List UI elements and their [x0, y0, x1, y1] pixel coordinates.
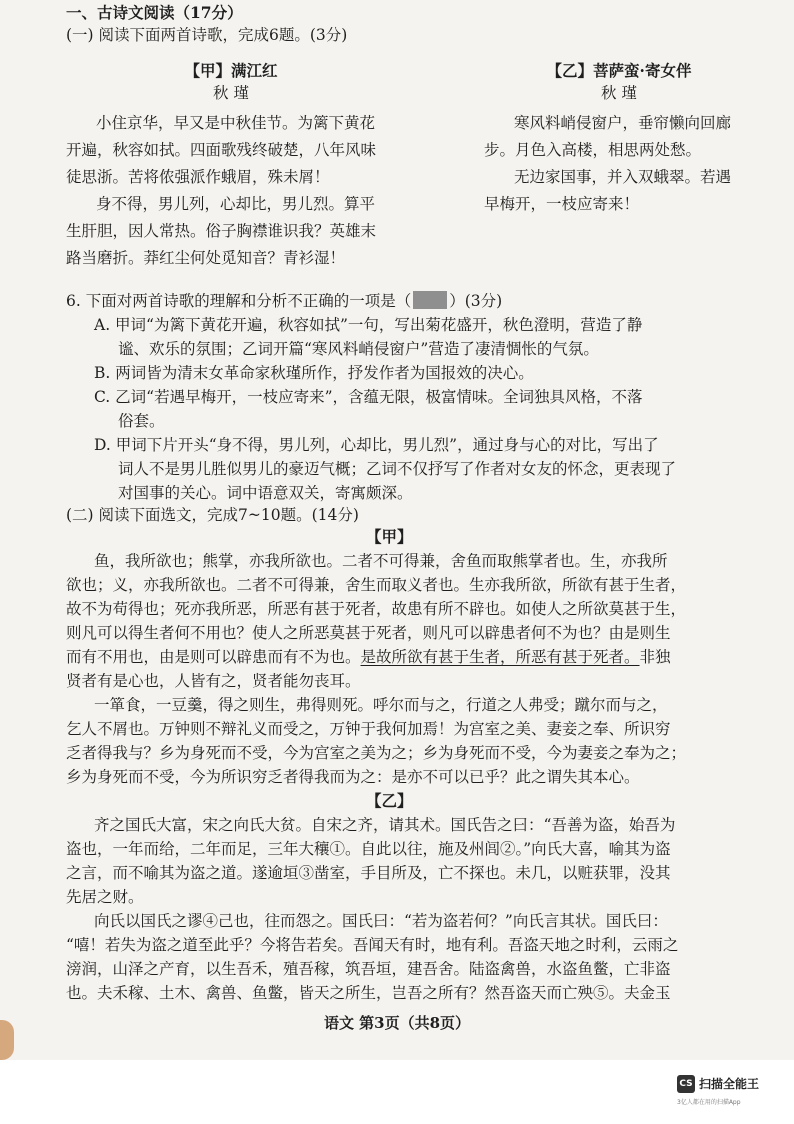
poem-yi-line: 寒风料峭侵窗户，垂帘懒向回廊	[514, 114, 732, 132]
passage-jia-line: 一箪食，一豆羹，得之则生，弗得则死。呼尔而与之，行道之人弗受；蹴尔而与之，	[94, 696, 668, 714]
poem-yi	[484, 60, 784, 215]
poem-yi-line: 早梅开，一枝应寄来！	[484, 195, 640, 213]
underlined-sentence: 是故所欲有甚于生者，所恶有甚于死者。	[360, 648, 640, 666]
option-b: B. 两词皆为清末女革命家秋瑾所作，抒发作者为国报效的决心。	[94, 364, 534, 382]
part1-heading: (一) 阅读下面两首诗歌，完成6题。(3分)	[66, 26, 348, 44]
passage-yi-line: 之言，而不喻其为盗之道。遂逾垣③凿室，手目所及，亡不探也。未几，以赃获罪，没其	[66, 864, 671, 882]
passage-jia-line: 乏者得我与？乡为身死而不受，今为宫室之美为之；乡为身死而不受，今为妻妾之奉为之；	[66, 744, 687, 762]
passage-yi-line: 盗也，一年而给，二年而足，三年大穰①。自此以往，施及州闾②。”向氏大喜，喻其为盗	[66, 840, 671, 858]
question-6-stem	[66, 290, 502, 312]
passage-jia-line: 欲也；义，亦我所欲也。二者不可得兼，舍生而取义者也。生亦我所欲，所欲有甚于生者，	[66, 576, 687, 594]
poem-jia-line: 生肝胆，因人常热。俗子胸襟谁识我？英雄末	[66, 222, 377, 240]
poem-jia-author: 秋 瑾	[213, 84, 249, 102]
passage-jia-line-underlined	[66, 646, 671, 668]
poem-yi-title: 【乙】菩萨蛮·寄女伴	[546, 61, 692, 80]
poem-jia-line: 开遍，秋容如拭。四面歌残终破楚，八年风味	[66, 141, 377, 159]
passage-jia-line: 贤者有是心也，人皆有之，贤者能勿丧耳。	[66, 672, 361, 690]
part2-heading: (二) 阅读下面选文，完成7~10题。(14分)	[66, 506, 359, 524]
camscanner-icon: CS	[677, 1075, 695, 1093]
passage-jia-line: 则凡可以得生者何不用也？使人之所恶莫甚于死者，则凡可以辟患者何不为也？由是则生	[66, 624, 671, 642]
passage-jia-label: 【甲】	[366, 527, 413, 546]
answer-blank	[413, 291, 447, 309]
option-c-cont: 俗套。	[118, 412, 165, 430]
poem-yi-line: 无边家国事，并入双蛾翠。若遇	[514, 168, 732, 186]
passage-yi-line: 滂润，山泽之产育，以生吾禾，殖吾稼，筑吾垣，建吾舍。陆盗禽兽，水盗鱼鳖，亡非盗	[66, 960, 671, 978]
passage-yi-line: 向氏以国氏之谬④己也，往而怨之。国氏曰：“若为盗若何？”向氏言其状。国氏曰：	[94, 912, 668, 930]
passage-jia-text: 非独	[639, 648, 671, 666]
option-a-cont: 谧、欢乐的氛围；乙词开篇“寒风料峭侵窗户”营造了凄清惆怅的气氛。	[118, 340, 599, 358]
option-d-cont: 词人不是男儿胜似男儿的豪迈气概；乙词不仅抒写了作者对女友的怀念，更表现了	[118, 460, 677, 478]
page-footer: 语文 第3页（共8页）	[323, 1014, 471, 1032]
passage-jia-line: 乡为身死而不受，今为所识穷乏者得我而为之：是亦不可以已乎？此之谓失其本心。	[66, 768, 640, 786]
watermark-name: 扫描全能王	[699, 1077, 760, 1091]
passage-yi-line: 也。夫禾稼、土木、禽兽、鱼鳖，皆天之所生，岂吾之所有？然吾盗天而亡殃⑤。夫金玉	[66, 984, 671, 1002]
question-6-stem-text: 6. 下面对两首诗歌的理解和分析不正确的一项是（	[66, 292, 412, 310]
passage-jia-text: 而有不用也，由是则可以辟患而有不为也。	[66, 648, 361, 666]
poem-jia	[66, 60, 396, 269]
poem-yi-author: 秋 瑾	[601, 84, 637, 102]
passage-jia-line: 鱼，我所欲也；熊掌，亦我所欲也。二者不可得兼，舍鱼而取熊掌者也。生，亦我所	[94, 552, 668, 570]
option-d: D. 甲词下片开头“身不得，男儿列，心却比，男儿烈”，通过身与心的对比，写出了	[94, 436, 659, 454]
watermark-tagline: 3亿人都在用的扫描App	[677, 1099, 741, 1106]
passage-jia-line: 故不为苟得也；死亦我所恶，所恶有甚于死者，故患有所不辟也。如使人之所欲莫甚于生，	[66, 600, 687, 618]
passage-yi-line: 齐之国氏大富，宋之向氏大贫。自宋之齐，请其术。国氏告之曰：“吾善为盗，始吾为	[94, 816, 676, 834]
question-6-points: ）(3分)	[449, 292, 503, 310]
poem-jia-line: 身不得，男儿列，心却比，男儿烈。算平	[96, 195, 376, 213]
passage-yi-line: 先居之财。	[66, 888, 144, 906]
poem-jia-title: 【甲】满江红	[184, 61, 278, 80]
passage-jia-line: 乞人不屑也。万钟则不辩礼义而受之，万钟于我何加焉！为宫室之美、妻妾之奉、所识穷	[66, 720, 671, 738]
option-c: C. 乙词“若遇早梅开，一枝应寄来”，含蕴无限，极富情味。全词独具风格，不落	[94, 388, 643, 406]
poem-jia-line: 路当磨折。莽红尘何处觅知音？青衫湿！	[66, 249, 346, 267]
page-edge-stain	[0, 1020, 14, 1060]
passage-yi-line: “嘻！若失为盗之道至此乎？今将告若矣。吾闻天有时，地有利。吾盗天地之时利，云雨之	[66, 936, 679, 954]
poem-jia-line: 小住京华，早又是中秋佳节。为篱下黄花	[96, 114, 376, 132]
poem-jia-line: 徒思浙。苦将侬强派作蛾眉，殊未屑！	[66, 168, 330, 186]
option-a: A. 甲词“为篱下黄花开遍，秋容如拭”一句，写出菊花盛开，秋色澄明，营造了静	[94, 316, 643, 334]
option-d-cont: 对国事的关心。词中语意双关，寄寓颇深。	[118, 484, 413, 502]
poem-yi-line: 步。月色入高楼，相思两处愁。	[484, 141, 702, 159]
section-title: 一、古诗文阅读（17分）	[66, 3, 243, 22]
passage-yi-label: 【乙】	[366, 791, 413, 810]
